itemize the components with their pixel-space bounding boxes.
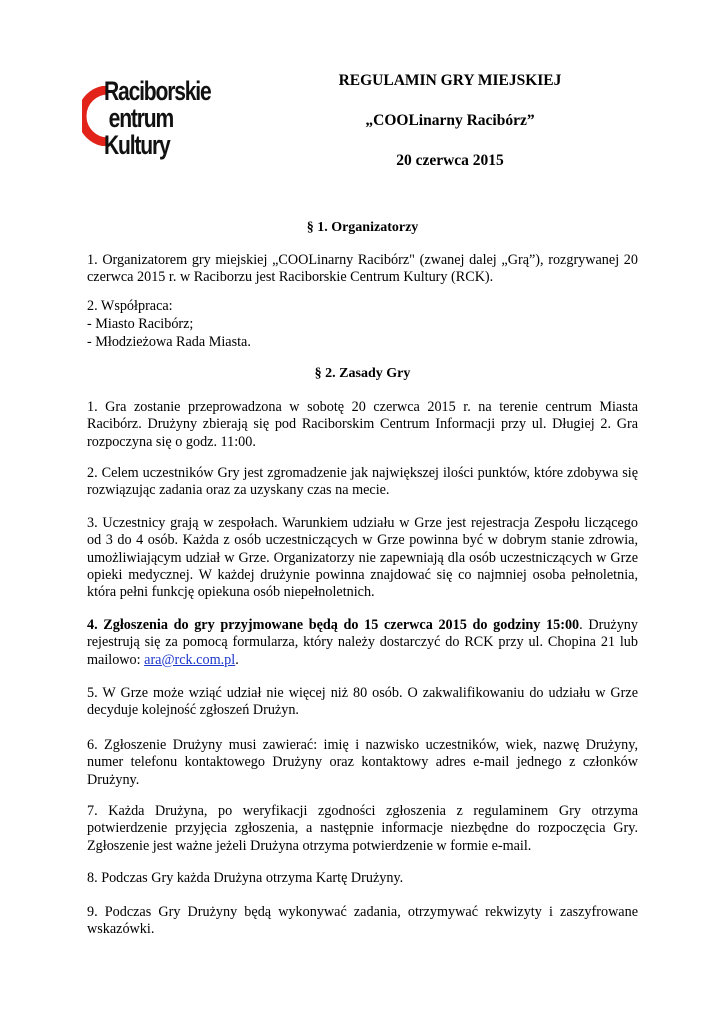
cooperation-label: 2. Współpraca:	[87, 298, 173, 314]
rck-logo	[82, 78, 242, 170]
section-2-paragraph-1: 1. Gra zostanie przeprowadzona w sobotę 20 czerwca 2015 r. na terenie centrum Miasta Racibórz. Drużyny zbierają się pod Raciborskim Centrum Informacji przy ul. Długiej 2. Gra rozpoczyna się o godz. 11:00.	[87, 399, 638, 450]
document-subtitle: „COOLinarny Racibórz”	[365, 112, 535, 129]
document-title-block	[300, 72, 600, 192]
section-2-paragraph-4	[87, 617, 638, 669]
document-title: REGULAMIN GRY MIEJSKIEJ	[338, 72, 562, 89]
logo-line-3: Kultury	[104, 130, 170, 160]
section-1-heading: § 1. Organizatorzy	[306, 220, 419, 235]
section-2-paragraph-2: 2. Celem uczestników Gry jest zgromadzenie jak największej ilości punktów, które zdobywa się rozwiązując zadania oraz za uzyskany czas na mecie.	[87, 465, 638, 499]
cooperation-item: - Młodzieżowa Rada Miasta.	[87, 334, 251, 350]
section-2-paragraph-5: 5. W Grze może wziąć udział nie więcej niż 80 osób. O zakwalifikowaniu do udziału w Grze decyduje kolejność zgłoszeń Drużyn.	[87, 685, 638, 719]
registration-text: . Drużyny rejestrują się za pomocą formularza, który należy dostarczyć do RCK przy ul. Chopina 21 lub mailowo:	[87, 617, 638, 668]
logo-line-1: Raciborskie	[104, 76, 211, 106]
cooperation-item: - Miasto Racibórz;	[87, 316, 194, 332]
section-2-paragraph-3: 3. Uczestnicy grają w zespołach. Warunkiem udziału w Grze jest rejestracja Zespołu liczącego od 3 do 4 osób. Każda z osób uczestniczących w Grze powinna być w dobrym stanie zdrowia, umożliwiającym udział w Grze. Organizatorzy nie zapewniają dla osób uczestniczących w Grze opieki medycznej. W każdej drużynie powinna znajdować się co najmniej osoba pełnoletnia, która pełni funkcję opiekuna osób niepełnoletnich.	[87, 515, 638, 601]
logo-text	[104, 78, 211, 159]
section-2-paragraph-8: 8. Podczas Gry każda Drużyna otrzyma Kartę Drużyny.	[87, 870, 404, 886]
registration-deadline: 4. Zgłoszenia do gry przyjmowane będą do 15 czerwca 2015 do godziny 15:00	[87, 617, 580, 633]
section-1-paragraph-2	[87, 297, 638, 351]
section-2-heading: § 2. Zasady Gry	[314, 366, 411, 381]
logo-line-2: entrum	[108, 103, 174, 133]
section-2-paragraph-9: 9. Podczas Gry Drużyny będą wykonywać zadania, otrzymywać rekwizyty i zaszyfrowane wskazówki.	[87, 904, 638, 938]
section-2-paragraph-7: 7. Każda Drużyna, po weryfikacji zgodności zgłoszenia z regulaminem Gry otrzyma potwierdzenie przyjęcia zgłoszenia, a następnie informacje niezbędne do rozpoczęcia Gry. Zgłoszenie jest ważne jeżeli Drużyna otrzyma potwierdzenie w formie e-mail.	[87, 803, 638, 854]
section-2-paragraph-6: 6. Zgłoszenie Drużyny musi zawierać: imię i nazwisko uczestników, wiek, nazwę Drużyny, numer telefonu kontaktowego Drużyny oraz kontaktowy adres e-mail jednego z członków Drużyny.	[87, 737, 638, 788]
document-date: 20 czerwca 2015	[396, 152, 504, 169]
email-link[interactable]: ara@rck.com.pl	[144, 651, 236, 668]
section-1-paragraph-1: 1. Organizatorem gry miejskiej „COOLinarny Racibórz" (zwanej dalej „Grą”), rozgrywanej 20 czerwca 2015 r. w Raciborzu jest Raciborskie Centrum Kultury (RCK).	[87, 252, 638, 286]
registration-end: .	[235, 651, 239, 668]
